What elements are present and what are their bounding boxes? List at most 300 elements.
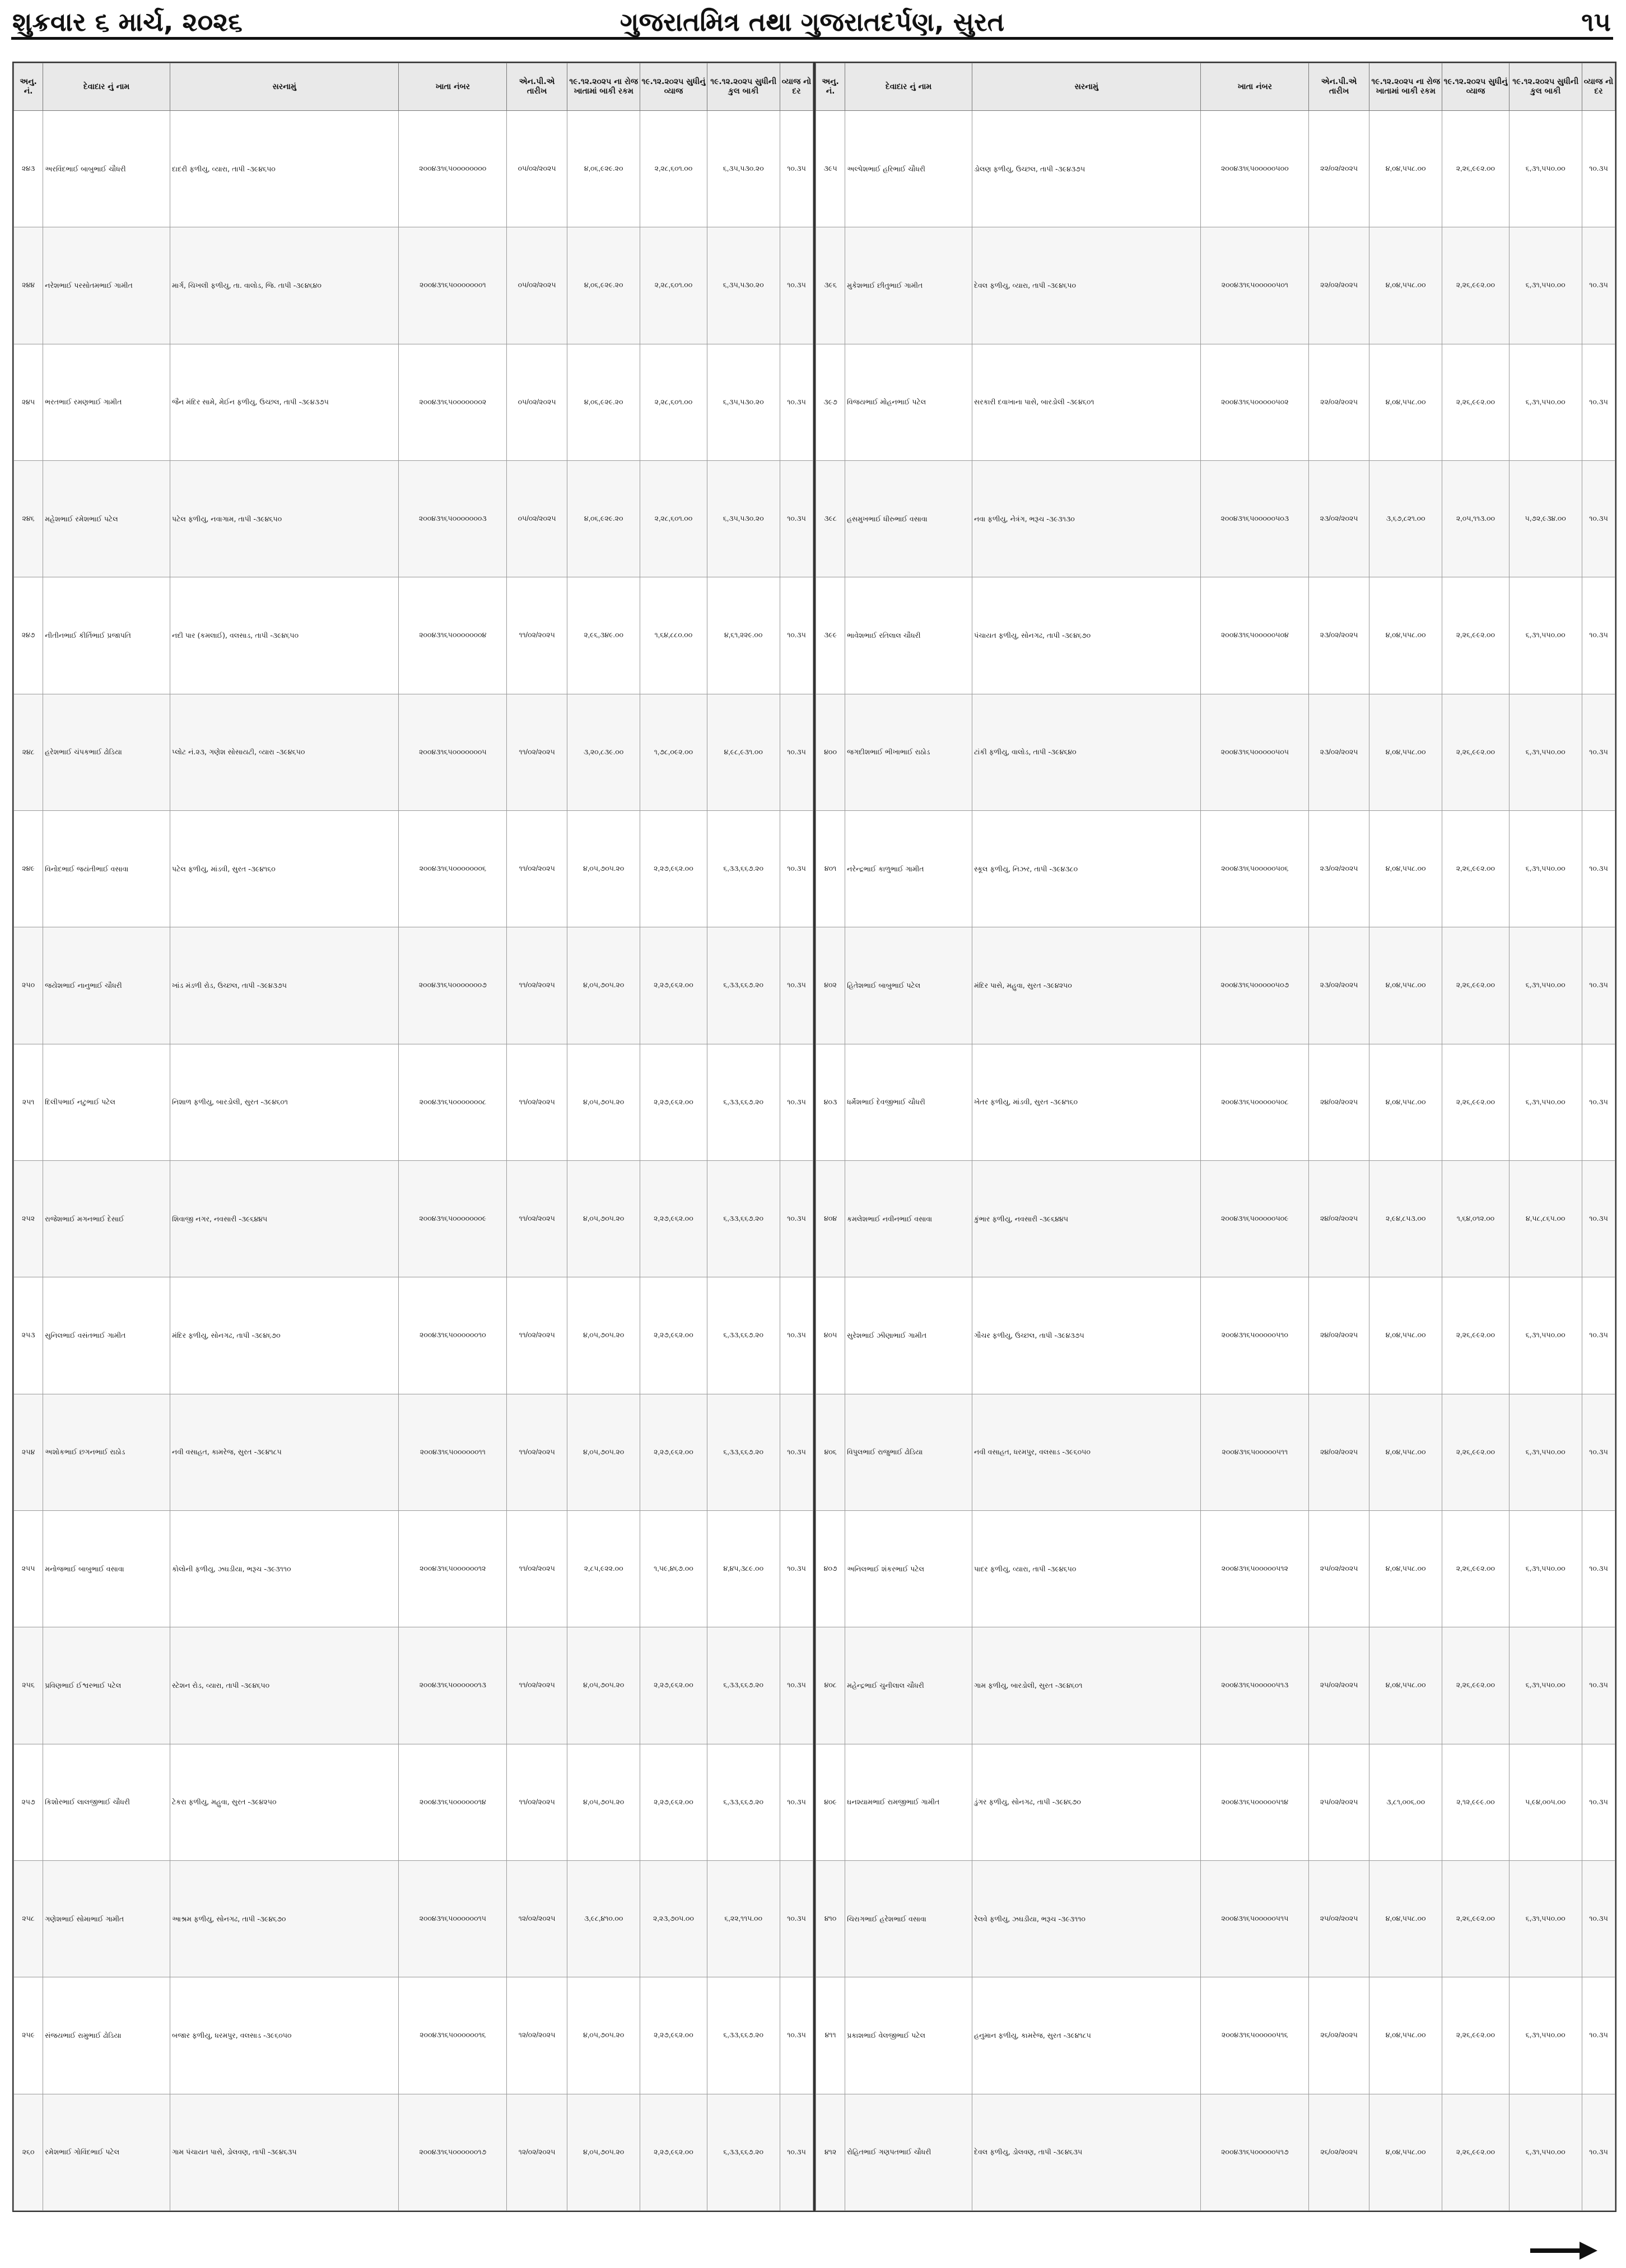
debtor-name: ભાવેશભાઈ રતિલાલ ચૌધરી — [845, 577, 972, 694]
debtor-name: ભરતભાઈ રમણભાઈ ગામીત — [43, 344, 170, 460]
serial-no: ૩૯૮ — [816, 460, 845, 577]
interest-rate: ૧૦.૩૫ — [780, 927, 813, 1044]
interest-amount: ૨,૨૬,૯૯૨.૦૦ — [1442, 694, 1509, 810]
column-header-debtor-name: દેવાદાર નું નામ — [845, 63, 972, 111]
table-row — [14, 111, 813, 227]
npa-date: ૨૬/૦૨/૨૦૨૫ — [1309, 1977, 1369, 2094]
total-dues: ૬,૨૨,૧૧૫.૦૦ — [707, 1860, 780, 1977]
outstanding-balance: ૪,૦૪,૫૫૮.૦૦ — [1369, 810, 1442, 927]
table-row — [816, 227, 1615, 344]
column-header-outstanding-balance: ૧૯.૧૨.૨૦૨૫ ના રોજ ખાતામાં બાકી રકમ — [567, 63, 640, 111]
total-dues: ૫,૭૨,૯૩૪.૦૦ — [1509, 460, 1582, 577]
interest-rate: ૧૦.૩૫ — [1582, 577, 1615, 694]
outstanding-balance: ૨,૮૫,૯૨૨.૦૦ — [567, 1510, 640, 1627]
table-row — [14, 1977, 813, 2094]
interest-rate: ૧૦.૩૫ — [1582, 1277, 1615, 1394]
npa-date: ૨૨/૦૨/૨૦૨૫ — [1309, 227, 1369, 344]
interest-amount: ૨,૨૬,૯૯૨.૦૦ — [1442, 111, 1509, 227]
account-number: ૨૦૦૪૩૧૬૫૦૦૦૦૦૫૦૬ — [1201, 810, 1309, 927]
address: આશ્રમ ફળીયુ, સોનગઢ, તાપી -૩૯૪૬૭૦ — [170, 1860, 399, 1977]
table-header-row — [816, 63, 1615, 111]
total-dues: ૬,૩૩,૬૬૭.૨૦ — [707, 1160, 780, 1277]
serial-no: ૪૦૪ — [816, 1160, 845, 1277]
header-divider — [11, 37, 1613, 40]
table-row — [816, 1744, 1615, 1860]
column-header-account-number: ખાતા નંબર — [399, 63, 507, 111]
table-row — [816, 2094, 1615, 2210]
account-number: ૨૦૦૪૩૧૬૫૦૦૦૦૦૫૦૪ — [1201, 577, 1309, 694]
account-number: ૨૦૦૪૩૧૬૫૦૦૦૦૦૦૦૦ — [399, 111, 507, 227]
interest-amount: ૨,૨૬,૯૯૨.૦૦ — [1442, 1044, 1509, 1160]
outstanding-balance: ૪,૦૪,૫૫૮.૦૦ — [1369, 927, 1442, 1044]
address: નવી વસાહત, ધરમપુર, વલસાડ -૩૯૬૦૫૦ — [972, 1394, 1201, 1510]
interest-amount: ૨,૨૬,૯૯૨.૦૦ — [1442, 1277, 1509, 1394]
account-number: ૨૦૦૪૩૧૬૫૦૦૦૦૦૦૧૪ — [399, 1744, 507, 1860]
outstanding-balance: ૨,૯૬,૩૪૯.૦૦ — [567, 577, 640, 694]
account-number: ૨૦૦૪૩૧૬૫૦૦૦૦૦૫૦૯ — [1201, 1160, 1309, 1277]
table-row — [816, 1044, 1615, 1160]
account-number: ૨૦૦૪૩૧૬૫૦૦૦૦૦૦૦૮ — [399, 1044, 507, 1160]
address: દેવલ ફળીયુ, વ્યારા, તાપી -૩૯૪૬૫૦ — [972, 227, 1201, 344]
table-row — [816, 344, 1615, 460]
table-row — [14, 1744, 813, 1860]
interest-rate: ૧૦.૩૫ — [780, 460, 813, 577]
address: સરકારી દવાખાના પાસે, બારડોલી -૩૯૪૬૦૧ — [972, 344, 1201, 460]
serial-no: ૪૦૧ — [816, 810, 845, 927]
serial-no: ૪૧૦ — [816, 1860, 845, 1977]
address: પાદર ફળીયુ, વ્યારા, તાપી -૩૯૪૬૫૦ — [972, 1510, 1201, 1627]
debtor-name: વિપુલભાઈ રાજુભાઈ ઢોડિયા — [845, 1394, 972, 1510]
table-row — [816, 460, 1615, 577]
interest-rate: ૧૦.૩૫ — [780, 1277, 813, 1394]
total-dues: ૬,૩૧,૫૫૦.૦૦ — [1509, 694, 1582, 810]
column-header-serial-no: અનુ. નં. — [816, 63, 845, 111]
interest-amount: ૧,૬૪,૮૮૦.૦૦ — [640, 577, 707, 694]
serial-no: ૪૧૧ — [816, 1977, 845, 2094]
outstanding-balance: ૪,૦૫,૭૦૫.૨૦ — [567, 1627, 640, 1744]
debtor-name: પ્રકાશભાઈ વેલજીભાઈ પટેલ — [845, 1977, 972, 2094]
debtor-name: રમેશભાઈ ગોવિંદભાઈ પટેલ — [43, 2094, 170, 2210]
serial-no: ૨૫૪ — [14, 1394, 43, 1510]
serial-no: ૨૫૧ — [14, 1044, 43, 1160]
interest-rate: ૧૦.૩૫ — [1582, 1510, 1615, 1627]
table-row — [816, 1160, 1615, 1277]
interest-rate: ૧૦.૩૫ — [1582, 1627, 1615, 1744]
address: ડુંગર ફળીયુ, સોનગઢ, તાપી -૩૯૪૬૭૦ — [972, 1744, 1201, 1860]
interest-amount: ૨,૨૭,૯૬૨.૦૦ — [640, 810, 707, 927]
interest-rate: ૧૦.૩૫ — [1582, 1394, 1615, 1510]
interest-amount: ૧,૭૮,૦૯૨.૦૦ — [640, 694, 707, 810]
table-row — [816, 111, 1615, 227]
account-number: ૨૦૦૪૩૧૬૫૦૦૦૦૦૦૦૪ — [399, 577, 507, 694]
total-dues: ૬,૩૧,૫૫૦.૦૦ — [1509, 1510, 1582, 1627]
account-number: ૨૦૦૪૩૧૬૫૦૦૦૦૦૫૦૩ — [1201, 460, 1309, 577]
column-header-address: સરનામું — [170, 63, 399, 111]
interest-rate: ૧૦.૩૫ — [780, 344, 813, 460]
interest-rate: ૧૦.૩૫ — [780, 810, 813, 927]
serial-no: ૪૦૫ — [816, 1277, 845, 1394]
interest-amount: ૨,૨૭,૯૬૨.૦૦ — [640, 1044, 707, 1160]
debtor-name: હરેશભાઈ ચંપકભાઈ ઢોડિયા — [43, 694, 170, 810]
table-row — [816, 810, 1615, 927]
address: પટેલ ફળીયુ, નવાગામ, તાપી -૩૯૪૬૫૦ — [170, 460, 399, 577]
debtor-name: પ્રવિણભાઈ ઈશ્વરભાઈ પટેલ — [43, 1627, 170, 1744]
serial-no: ૨૪૭ — [14, 577, 43, 694]
account-number: ૨૦૦૪૩૧૬૫૦૦૦૦૦૦૦૭ — [399, 927, 507, 1044]
debtor-name: મહેશભાઈ રમેશભાઈ પટેલ — [43, 460, 170, 577]
interest-rate: ૧૦.૩૫ — [780, 1744, 813, 1860]
interest-amount: ૨,૨૭,૯૬૨.૦૦ — [640, 1277, 707, 1394]
page-number: ૧૫ — [1581, 7, 1611, 37]
total-dues: ૬,૩૧,૫૫૦.૦૦ — [1509, 227, 1582, 344]
interest-rate: ૧૦.૩૫ — [1582, 1860, 1615, 1977]
interest-rate: ૧૦.૩૫ — [1582, 1977, 1615, 2094]
debtor-name: ચિરાગભાઈ હરેશભાઈ વસાવા — [845, 1860, 972, 1977]
interest-amount: ૨,૨૭,૯૬૨.૦૦ — [640, 1744, 707, 1860]
interest-amount: ૨,૨૭,૯૬૨.૦૦ — [640, 2094, 707, 2210]
interest-amount: ૨,૨૭,૯૬૨.૦૦ — [640, 1627, 707, 1744]
npa-date: ૧૧/૦૨/૨૦૨૫ — [507, 1160, 567, 1277]
table-row — [816, 1977, 1615, 2094]
npa-table-right — [814, 62, 1616, 2212]
total-dues: ૬,૩૧,૫૫૦.૦૦ — [1509, 2094, 1582, 2210]
interest-rate: ૧૦.૩૫ — [1582, 694, 1615, 810]
interest-amount: ૨,૨૭,૯૬૨.૦૦ — [640, 1394, 707, 1510]
total-dues: ૬,૩૧,૫૫૦.૦૦ — [1509, 344, 1582, 460]
debtor-name: વિજયભાઈ મોહનભાઈ પટેલ — [845, 344, 972, 460]
address: જૈન મંદિર સામે, મેઈન ફળીયુ, ઉચ્છલ, તાપી -૩૯૪૩૭૫ — [170, 344, 399, 460]
account-number: ૨૦૦૪૩૧૬૫૦૦૦૦૦૫૧૩ — [1201, 1627, 1309, 1744]
total-dues: ૬,૩૩,૬૬૭.૨૦ — [707, 1044, 780, 1160]
debtor-name: રોહિતભાઈ ગણપતભાઈ ચૌધરી — [845, 2094, 972, 2210]
account-number: ૨૦૦૪૩૧૬૫૦૦૦૦૦૫૧૧ — [1201, 1394, 1309, 1510]
outstanding-balance: ૪,૦૪,૫૫૮.૦૦ — [1369, 227, 1442, 344]
debtor-name: રાજેશભાઈ મગનભાઈ દેસાઈ — [43, 1160, 170, 1277]
table-row — [14, 927, 813, 1044]
table-header-row — [14, 63, 813, 111]
total-dues: ૬,૩૧,૫૫૦.૦૦ — [1509, 577, 1582, 694]
npa-date: ૨૪/૦૨/૨૦૨૫ — [1309, 1394, 1369, 1510]
account-number: ૨૦૦૪૩૧૬૫૦૦૦૦૦૦૧૦ — [399, 1277, 507, 1394]
column-header-address: સરનામું — [972, 63, 1201, 111]
table-row — [14, 1860, 813, 1977]
outstanding-balance: ૪,૦૫,૭૦૫.૨૦ — [567, 1977, 640, 2094]
total-dues: ૬,૩૩,૬૬૭.૨૦ — [707, 1977, 780, 2094]
total-dues: ૬,૩૧,૫૫૦.૦૦ — [1509, 1627, 1582, 1744]
npa-date: ૦૫/૦૨/૨૦૨૫ — [507, 227, 567, 344]
column-header-npa-date: એન.પી.એ તારીખ — [1309, 63, 1369, 111]
table-row — [14, 1160, 813, 1277]
account-number: ૨૦૦૪૩૧૬૫૦૦૦૦૦૫૦૫ — [1201, 694, 1309, 810]
outstanding-balance: ૪,૦૫,૭૦૫.૨૦ — [567, 1744, 640, 1860]
serial-no: ૨૫૭ — [14, 1744, 43, 1860]
serial-no: ૨૪૬ — [14, 460, 43, 577]
table-row — [816, 1627, 1615, 1744]
publication-date: શુક્રવાર ૬ માર્ચ, ૨૦૨૬ — [12, 7, 243, 37]
interest-amount: ૨,૨૮,૬૦૧.૦૦ — [640, 111, 707, 227]
interest-amount: ૨,૨૬,૯૯૨.૦૦ — [1442, 344, 1509, 460]
serial-no: ૪૦૦ — [816, 694, 845, 810]
total-dues: ૪,૪૫,૩૮૯.૦૦ — [707, 1510, 780, 1627]
table-body — [816, 111, 1615, 2211]
total-dues: ૬,૩૫,૫૩૦.૨૦ — [707, 227, 780, 344]
table-row — [816, 1860, 1615, 1977]
interest-rate: ૧૦.૩૫ — [780, 694, 813, 810]
total-dues: ૬,૩૧,૫૫૦.૦૦ — [1509, 810, 1582, 927]
outstanding-balance: ૪,૦૪,૫૫૮.૦૦ — [1369, 111, 1442, 227]
column-header-interest-rate: વ્યાજ નો દર — [780, 63, 813, 111]
interest-amount: ૨,૨૭,૯૬૨.૦૦ — [640, 927, 707, 1044]
table-row — [816, 694, 1615, 810]
interest-amount: ૧,૫૯,૪૬૭.૦૦ — [640, 1510, 707, 1627]
total-dues: ૫,૯૪,૦૦૫.૦૦ — [1509, 1744, 1582, 1860]
address: શિવાજી નગર, નવસારી -૩૯૬૪૪૫ — [170, 1160, 399, 1277]
interest-rate: ૧૦.૩૫ — [780, 227, 813, 344]
npa-date: ૨૩/૦૨/૨૦૨૫ — [1309, 577, 1369, 694]
address: ગામ ફળીયુ, બારડોલી, સુરત -૩૯૪૬૦૧ — [972, 1627, 1201, 1744]
debtor-name: દિલીપભાઈ નટુભાઈ પટેલ — [43, 1044, 170, 1160]
serial-no: ૨૪૩ — [14, 111, 43, 227]
debtor-name: જયેશભાઈ નાનુભાઈ ચૌધરી — [43, 927, 170, 1044]
total-dues: ૬,૩૧,૫૫૦.૦૦ — [1509, 927, 1582, 1044]
table-row — [14, 2094, 813, 2210]
interest-amount: ૨,૨૬,૯૯૨.૦૦ — [1442, 1977, 1509, 2094]
serial-no: ૨૫૨ — [14, 1160, 43, 1277]
outstanding-balance: ૪,૦૫,૭૦૫.૨૦ — [567, 1044, 640, 1160]
address: નવા ફળીયુ, નેત્રંગ, ભરૂચ -૩૯૩૧૩૦ — [972, 460, 1201, 577]
address: પ્લોટ નં.૨૩, ગણેશ સોસાયટી, વ્યારા -૩૯૪૬૫૦ — [170, 694, 399, 810]
newspaper-title: ગુજરાતમિત્ર તથા ગુજરાતદર્પણ, સુરત — [619, 7, 1005, 37]
interest-amount: ૨,૨૬,૯૯૨.૦૦ — [1442, 577, 1509, 694]
debtor-name: મુકેશભાઈ છીતુભાઈ ગામીત — [845, 227, 972, 344]
npa-date: ૧૧/૦૨/૨૦૨૫ — [507, 810, 567, 927]
interest-amount: ૨,૨૬,૯૯૨.૦૦ — [1442, 227, 1509, 344]
npa-date: ૨૪/૦૨/૨૦૨૫ — [1309, 1044, 1369, 1160]
npa-date: ૦૫/૦૨/૨૦૨૫ — [507, 111, 567, 227]
npa-date: ૨૩/૦૨/૨૦૨૫ — [1309, 927, 1369, 1044]
table-row — [14, 577, 813, 694]
total-dues: ૬,૩૩,૬૬૭.૨૦ — [707, 1277, 780, 1394]
address: નિશાળ ફળીયુ, બારડોલી, સુરત -૩૯૪૬૦૧ — [170, 1044, 399, 1160]
account-number: ૨૦૦૪૩૧૬૫૦૦૦૦૦૦૦૩ — [399, 460, 507, 577]
address: દાદરી ફળીયુ, વ્યારા, તાપી -૩૯૪૬૫૦ — [170, 111, 399, 227]
npa-date: ૧૨/૦૨/૨૦૨૫ — [507, 1860, 567, 1977]
serial-no: ૪૦૨ — [816, 927, 845, 1044]
total-dues: ૪,૬૧,૨૨૯.૦૦ — [707, 577, 780, 694]
account-number: ૨૦૦૪૩૧૬૫૦૦૦૦૦૦૦૧ — [399, 227, 507, 344]
column-header-interest-amount: ૧૯.૧૨.૨૦૨૫ સુધીનું વ્યાજ — [640, 63, 707, 111]
interest-rate: ૧૦.૩૫ — [1582, 1044, 1615, 1160]
total-dues: ૬,૩૧,૫૫૦.૦૦ — [1509, 1044, 1582, 1160]
column-header-account-number: ખાતા નંબર — [1201, 63, 1309, 111]
account-number: ૨૦૦૪૩૧૬૫૦૦૦૦૦૫૧૫ — [1201, 1860, 1309, 1977]
outstanding-balance: ૪,૦૪,૫૫૮.૦૦ — [1369, 344, 1442, 460]
interest-amount: ૨,૨૬,૯૯૨.૦૦ — [1442, 810, 1509, 927]
debtor-name: અલ્પેશભાઈ હરિભાઈ ચૌધરી — [845, 111, 972, 227]
address: પટેલ ફળીયુ, માંડવી, સુરત -૩૯૪૧૬૦ — [170, 810, 399, 927]
outstanding-balance: ૪,૦૪,૫૫૮.૦૦ — [1369, 1510, 1442, 1627]
debtor-name: સુનિલભાઈ વસંતભાઈ ગામીત — [43, 1277, 170, 1394]
total-dues: ૬,૩૧,૫૫૦.૦૦ — [1509, 1277, 1582, 1394]
debtor-name: મનોજભાઈ બાબુભાઈ વસાવા — [43, 1510, 170, 1627]
serial-no: ૪૦૮ — [816, 1627, 845, 1744]
account-number: ૨૦૦૪૩૧૬૫૦૦૦૦૦૦૧૬ — [399, 1977, 507, 2094]
page-header — [11, 3, 1613, 37]
address: નદી પાર (કમલાઈ), વલસાડ, તાપી -૩૯૪૬૫૦ — [170, 577, 399, 694]
serial-no: ૩૯૭ — [816, 344, 845, 460]
table-row — [816, 927, 1615, 1044]
total-dues: ૬,૩૩,૬૬૭.૨૦ — [707, 2094, 780, 2210]
interest-amount: ૨,૨૭,૯૬૨.૦૦ — [640, 1160, 707, 1277]
account-number: ૨૦૦૪૩૧૬૫૦૦૦૦૦૫૧૬ — [1201, 1977, 1309, 2094]
interest-amount: ૨,૨૬,૯૯૨.૦૦ — [1442, 1510, 1509, 1627]
interest-rate: ૧૦.૩૫ — [780, 1977, 813, 2094]
outstanding-balance: ૪,૦૪,૫૫૮.૦૦ — [1369, 1044, 1442, 1160]
outstanding-balance: ૪,૦૪,૫૫૮.૦૦ — [1369, 1277, 1442, 1394]
outstanding-balance: ૩,૮૧,૦૦૬.૦૦ — [1369, 1744, 1442, 1860]
total-dues: ૬,૩૩,૬૬૭.૨૦ — [707, 1744, 780, 1860]
serial-no: ૨૫૬ — [14, 1627, 43, 1744]
interest-rate: ૧૦.૩૫ — [780, 1860, 813, 1977]
outstanding-balance: ૩,૯૮,૪૧૦.૦૦ — [567, 1860, 640, 1977]
serial-no: ૨૪૪ — [14, 227, 43, 344]
column-header-total-dues: ૧૯.૧૨.૨૦૨૫ સુધીની કુલ બાકી — [1509, 63, 1582, 111]
npa-date: ૨૫/૦૨/૨૦૨૫ — [1309, 1744, 1369, 1860]
address: રેલવે ફળીયુ, ઝઘડીયા, ભરૂચ -૩૯૩૧૧૦ — [972, 1860, 1201, 1977]
account-number: ૨૦૦૪૩૧૬૫૦૦૦૦૦૦૧૩ — [399, 1627, 507, 1744]
outstanding-balance: ૪,૦૪,૫૫૮.૦૦ — [1369, 2094, 1442, 2210]
account-number: ૨૦૦૪૩૧૬૫૦૦૦૦૦૫૧૦ — [1201, 1277, 1309, 1394]
interest-rate: ૧૦.૩૫ — [780, 1044, 813, 1160]
account-number: ૨૦૦૪૩૧૬૫૦૦૦૦૦૫૧૨ — [1201, 1510, 1309, 1627]
outstanding-balance: ૪,૦૫,૭૦૫.૨૦ — [567, 1160, 640, 1277]
account-number: ૨૦૦૪૩૧૬૫૦૦૦૦૦૫૧૪ — [1201, 1744, 1309, 1860]
npa-date: ૨૫/૦૨/૨૦૨૫ — [1309, 1860, 1369, 1977]
interest-rate: ૧૦.૩૫ — [780, 2094, 813, 2210]
serial-no: ૩૯૬ — [816, 227, 845, 344]
debtor-name: હસમુખભાઈ ધીરુભાઈ વસાવા — [845, 460, 972, 577]
account-number: ૨૦૦૪૩૧૬૫૦૦૦૦૦૦૧૭ — [399, 2094, 507, 2210]
total-dues: ૬,૩૫,૫૩૦.૨૦ — [707, 111, 780, 227]
interest-amount: ૨,૦૫,૧૧૩.૦૦ — [1442, 460, 1509, 577]
debtor-name: નીતીનભાઈ કીર્તિભાઈ પ્રજાપતિ — [43, 577, 170, 694]
interest-rate: ૧૦.૩૫ — [1582, 111, 1615, 227]
npa-date: ૦૫/૦૨/૨૦૨૫ — [507, 344, 567, 460]
account-number: ૨૦૦૪૩૧૬૫૦૦૦૦૦૦૦૯ — [399, 1160, 507, 1277]
address: કોલોની ફળીયુ, ઝઘડીયા, ભરૂચ -૩૯૩૧૧૦ — [170, 1510, 399, 1627]
address: ગૌચર ફળીયુ, ઉચ્છલ, તાપી -૩૯૪૩૭૫ — [972, 1277, 1201, 1394]
outstanding-balance: ૩,૬૭,૮૨૧.૦૦ — [1369, 460, 1442, 577]
table-row — [14, 460, 813, 577]
serial-no: ૩૯૫ — [816, 111, 845, 227]
interest-rate: ૧૦.૩૫ — [780, 1510, 813, 1627]
table-row — [14, 344, 813, 460]
debtor-name: મહેન્દ્રભાઈ ચુનીલાલ ચૌધરી — [845, 1627, 972, 1744]
outstanding-balance: ૨,૯૪,૮૫૩.૦૦ — [1369, 1160, 1442, 1277]
npa-date: ૨૬/૦૨/૨૦૨૫ — [1309, 2094, 1369, 2210]
address: મંદિર પાસે, મહુવા, સુરત -૩૯૪૨૫૦ — [972, 927, 1201, 1044]
npa-date: ૧૧/૦૨/૨૦૨૫ — [507, 927, 567, 1044]
outstanding-balance: ૪,૦૫,૭૦૫.૨૦ — [567, 2094, 640, 2210]
address: ગામ પંચાયત પાસે, ડોલવણ, તાપી -૩૯૪૬૩૫ — [170, 2094, 399, 2210]
npa-date: ૧૧/૦૨/૨૦૨૫ — [507, 1044, 567, 1160]
table-row — [14, 1627, 813, 1744]
account-number: ૨૦૦૪૩૧૬૫૦૦૦૦૦૫૦૨ — [1201, 344, 1309, 460]
outstanding-balance: ૪,૦૫,૭૦૫.૨૦ — [567, 810, 640, 927]
table-row — [14, 1044, 813, 1160]
address: ખાંડ મંડળી રોડ, ઉચ્છલ, તાપી -૩૯૪૩૭૫ — [170, 927, 399, 1044]
npa-date: ૧૧/૦૨/૨૦૨૫ — [507, 1394, 567, 1510]
account-number: ૨૦૦૪૩૧૬૫૦૦૦૦૦૦૦૫ — [399, 694, 507, 810]
table-body — [14, 111, 813, 2211]
npa-date: ૨૪/૦૨/૨૦૨૫ — [1309, 1160, 1369, 1277]
interest-rate: ૧૦.૩૫ — [780, 111, 813, 227]
serial-no: ૨૫૦ — [14, 927, 43, 1044]
outstanding-balance: ૪,૦૬,૯૨૯.૨૦ — [567, 111, 640, 227]
serial-no: ૪૦૬ — [816, 1394, 845, 1510]
npa-date: ૧૧/૦૨/૨૦૨૫ — [507, 1277, 567, 1394]
outstanding-balance: ૪,૦૬,૯૨૯.૨૦ — [567, 227, 640, 344]
total-dues: ૬,૩૧,૫૫૦.૦૦ — [1509, 1977, 1582, 2094]
column-header-total-dues: ૧૯.૧૨.૨૦૨૫ સુધીની કુલ બાકી — [707, 63, 780, 111]
debtor-name: વિનોદભાઈ જયંતીભાઈ વસાવા — [43, 810, 170, 927]
interest-rate: ૧૦.૩૫ — [1582, 1744, 1615, 1860]
serial-no: ૨૪૫ — [14, 344, 43, 460]
total-dues: ૬,૩૩,૬૬૭.૨૦ — [707, 1627, 780, 1744]
address: દેવલ ફળીયુ, ડોલવણ, તાપી -૩૯૪૬૩૫ — [972, 2094, 1201, 2210]
interest-amount: ૨,૨૬,૯૯૨.૦૦ — [1442, 2094, 1509, 2210]
account-number: ૨૦૦૪૩૧૬૫૦૦૦૦૦૦૧૧ — [399, 1394, 507, 1510]
serial-no: ૨૫૩ — [14, 1277, 43, 1394]
outstanding-balance: ૪,૦૫,૭૦૫.૨૦ — [567, 1277, 640, 1394]
column-header-interest-amount: ૧૯.૧૨.૨૦૨૫ સુધીનું વ્યાજ — [1442, 63, 1509, 111]
outstanding-balance: ૪,૦૪,૫૫૮.૦૦ — [1369, 1394, 1442, 1510]
serial-no: ૪૦૯ — [816, 1744, 845, 1860]
interest-rate: ૧૦.૩૫ — [780, 1627, 813, 1744]
serial-no: ૨૫૮ — [14, 1860, 43, 1977]
interest-amount: ૨,૨૬,૯૯૨.૦૦ — [1442, 1627, 1509, 1744]
debtor-name: ગણેશભાઈ સોમાભાઈ ગામીત — [43, 1860, 170, 1977]
debtor-name: જગદીશભાઈ ભીખાભાઈ રાઠોડ — [845, 694, 972, 810]
outstanding-balance: ૪,૦૪,૫૫૮.૦૦ — [1369, 694, 1442, 810]
table-row — [816, 1277, 1615, 1394]
debtor-name: નરેશભાઈ પરસોતમભાઈ ગામીત — [43, 227, 170, 344]
table-row — [14, 810, 813, 927]
address: ટેકરા ફળીયુ, મહુવા, સુરત -૩૯૪૨૫૦ — [170, 1744, 399, 1860]
address: ટાંકી ફળીયુ, વાલોડ, તાપી -૩૯૪૬૪૦ — [972, 694, 1201, 810]
npa-date: ૨૩/૦૨/૨૦૨૫ — [1309, 694, 1369, 810]
interest-rate: ૧૦.૩૫ — [780, 577, 813, 694]
interest-amount: ૨,૨૬,૯૯૨.૦૦ — [1442, 1860, 1509, 1977]
npa-date: ૧૧/૦૨/૨૦૨૫ — [507, 1510, 567, 1627]
address: પંચાયત ફળીયુ, સોનગઢ, તાપી -૩૯૪૬૭૦ — [972, 577, 1201, 694]
right-arrow-icon — [1530, 2241, 1597, 2261]
interest-rate: ૧૦.૩૫ — [780, 1394, 813, 1510]
address: સ્ટેશન રોડ, વ્યારા, તાપી -૩૯૪૬૫૦ — [170, 1627, 399, 1744]
npa-date: ૨૨/૦૨/૨૦૨૫ — [1309, 111, 1369, 227]
table-row — [14, 694, 813, 810]
account-number: ૨૦૦૪૩૧૬૫૦૦૦૦૦૦૦૨ — [399, 344, 507, 460]
interest-rate: ૧૦.૩૫ — [1582, 344, 1615, 460]
npa-date: ૨૩/૦૨/૨૦૨૫ — [1309, 460, 1369, 577]
address: બજાર ફળીયુ, ધરમપુર, વલસાડ -૩૯૬૦૫૦ — [170, 1977, 399, 2094]
outstanding-balance: ૪,૦૬,૯૨૯.૨૦ — [567, 460, 640, 577]
address: ખેતર ફળીયુ, માંડવી, સુરત -૩૯૪૧૬૦ — [972, 1044, 1201, 1160]
total-dues: ૬,૩૧,૫૫૦.૦૦ — [1509, 1394, 1582, 1510]
interest-rate: ૧૦.૩૫ — [1582, 227, 1615, 344]
npa-date: ૧૧/૦૨/૨૦૨૫ — [507, 577, 567, 694]
column-header-debtor-name: દેવાદાર નું નામ — [43, 63, 170, 111]
